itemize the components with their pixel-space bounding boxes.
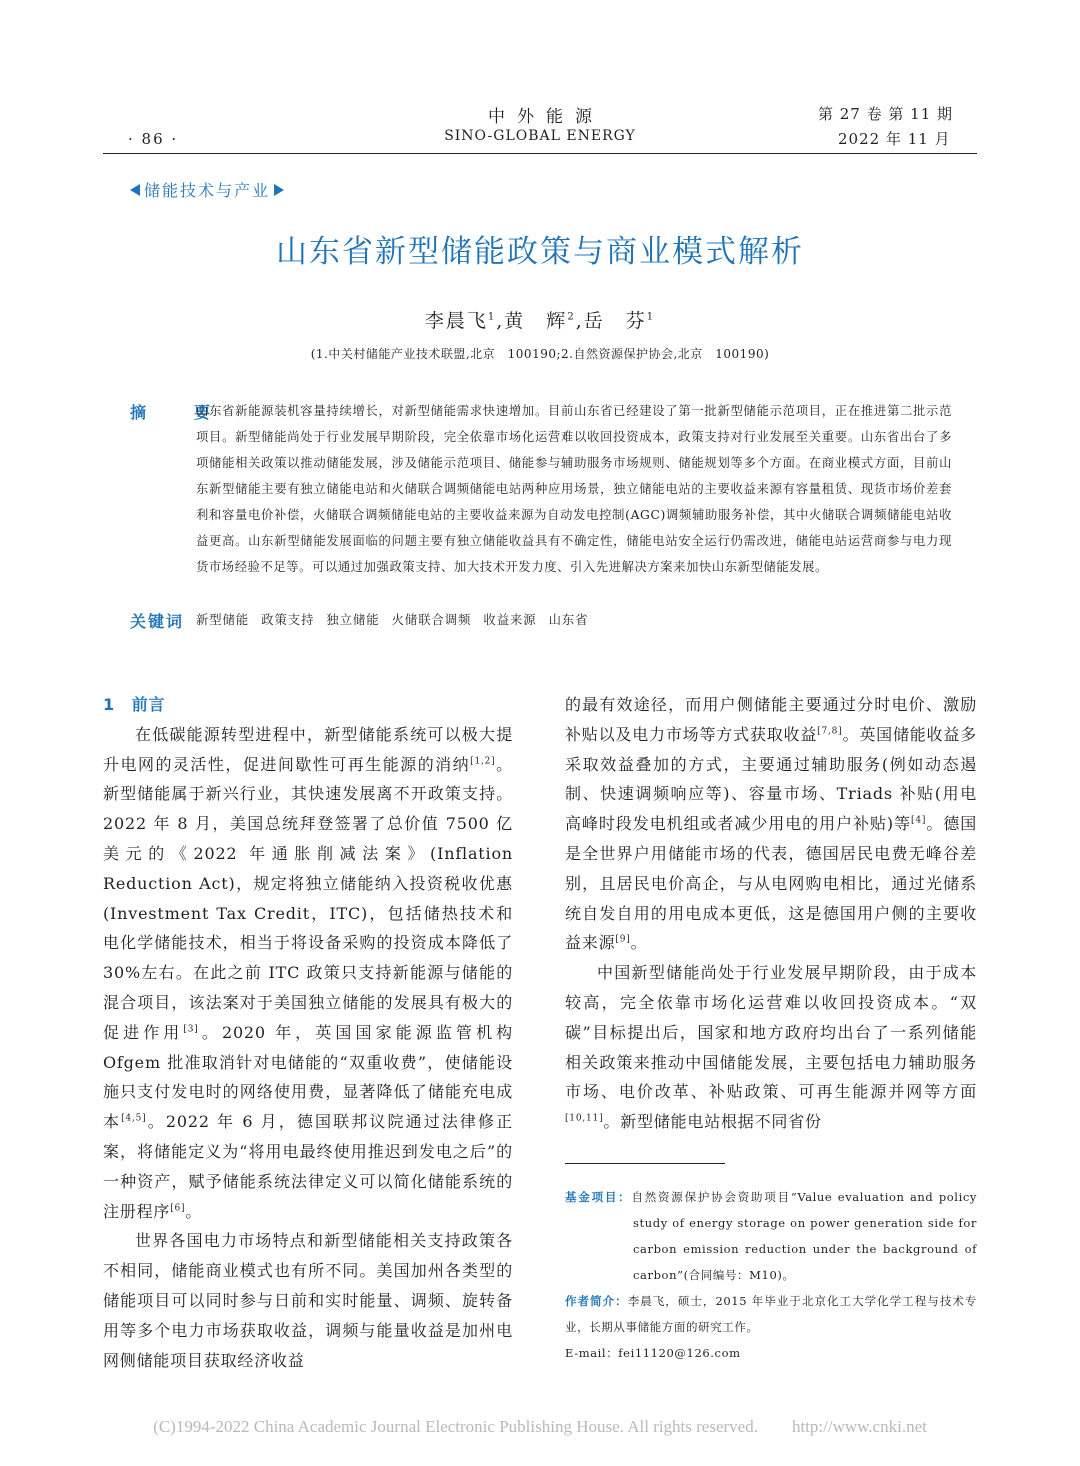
body-text: 的最有效途径，而用户侧储能主要通过分时电价、激励补贴以及电力市场等方式获取收益: [565, 695, 977, 744]
body-text: 。德国是全世界户用储能市场的代表，德国居民电费无峰谷差别，且居民电价高企，与从电网购电相比，通过光储系统自发自用的用电成本更低，这是德国用户侧的主要收益来源: [565, 814, 977, 953]
triangle-left-icon: [130, 184, 140, 196]
copyright-footer: (C)1994-2022 China Academic Journal Electronic Publishing House. All rights reserved. http://www.cnki.net: [153, 1417, 927, 1436]
body-column-left: [103, 690, 513, 1375]
fund-label: 基金项目：: [565, 1190, 632, 1204]
volume-issue: 第 27 卷 第 11 期: [818, 105, 954, 123]
body-text: 。2020 年，英国国家能源监管机构 Ofgem 批准取消针对电储能的“双重收费”，使储能设施只支付发电时的网络使用费，显著降低了储能充电成本: [103, 1022, 513, 1132]
citation: [4,5]: [121, 1113, 147, 1124]
body-text: 。: [630, 933, 648, 953]
author-list: 李晨飞$^1$,黄 辉$^2$,岳 芬$^1$: [424, 310, 656, 332]
abstract-label: 摘 要: [130, 403, 227, 422]
citation: [6]: [170, 1203, 186, 1214]
citation: [9]: [615, 935, 631, 946]
author-bio: [565, 1288, 977, 1340]
body-paragraph: 世界各国电力市场特点和新型储能相关支持政策各不相同，储能商业模式也有所不同。美国加州各类型的储能项目可以同时参与日前和实时能量、调频、旋转备用等多个电力市场获取收益，调频与能量收益是加州电网侧储能项目获取经济收益: [103, 1231, 513, 1370]
body-text: 中国新型储能尚处于行业发展早期阶段，由于成本较高，完全依靠市场化运营难以收回投资成本。“双碳”目标提出后，国家和地方政府均出台了一系列储能相关政策来推动中国储能发展，主要包括电力辅助服务市场、电价改革、补贴政策、可再生能源并网等方面: [565, 963, 977, 1102]
section-tag-label: 储能技术与产业: [144, 181, 271, 200]
citation: [4]: [911, 815, 927, 826]
author-name: 岳 芬: [583, 310, 647, 332]
issue-date: 2022 年 11 月: [838, 130, 951, 148]
keyword: 山东省: [548, 613, 589, 627]
body-paragraph: [565, 690, 977, 958]
keywords-list: [196, 610, 589, 628]
citation: [3]: [183, 1024, 199, 1035]
fund-text: 自然资源保护协会资助项目“Value evaluation and policy study of energy storage on power generation side for carbon emission reduction under the background of carbon”(合同编号：M10)。: [631, 1190, 977, 1282]
author-bio-label: 作者简介：: [565, 1294, 628, 1308]
keyword: 新型储能: [196, 613, 250, 627]
author-affil-mark: 1: [487, 311, 497, 323]
citation: [1,2]: [470, 756, 496, 767]
author-affil-mark: 2: [567, 311, 576, 323]
author-name: 黄 辉: [504, 310, 568, 332]
header-rule: [103, 153, 977, 154]
body-text: 。新型储能电站根据不同省份: [603, 1112, 822, 1132]
keywords-label: 关键词: [130, 612, 185, 631]
journal-name-en: SINO-GLOBAL ENERGY: [444, 128, 636, 144]
body-text: 。2022 年 6 月，德国联邦议院通过法律修正案，将储能定义为“将用电最终使用推迟到发电之后”的一种资产，赋予储能系统法律定义可以简化储能系统的注册程序: [103, 1112, 513, 1221]
section-tag: [130, 178, 284, 201]
author-affil-mark: 1: [646, 311, 656, 323]
author-email: E-mail：fei11120@126.com: [565, 1346, 741, 1360]
keyword: 政策支持: [261, 613, 315, 627]
body-text: 。新型储能属于新兴行业，其快速发展离不开政策支持。2022 年 8 月，美国总统拜登签署了总价值 7500 亿美元的《2022 年通胀削减法案》(Inflation Reduction Act)，规定将独立储能纳入投资税收优惠(Investment Tax Credit，ITC)，包括储热技术和电化学储能技术，相当于将设备采购的投资成本降低了 30%左右。在此之前 ITC 政策只支持新能源与储能的混合项目，该法案对于美国独立储能的发展具有极大的促进作用: [103, 754, 513, 1042]
affiliations: (1.中关村储能产业技术联盟,北京 100190;2.自然资源保护协会,北京 100190): [310, 347, 770, 361]
section-heading: 1 前言: [103, 695, 166, 714]
keyword: 独立储能: [326, 613, 380, 627]
body-text: 。: [185, 1201, 203, 1221]
citation: [7,8]: [817, 726, 843, 737]
footnote-rule: [565, 1163, 725, 1164]
footnote: [565, 1184, 977, 1366]
fund-note: [565, 1184, 977, 1288]
body-text: 在低碳能源转型进程中，新型储能系统可以极大提升电网的灵活性，促进间歇性可再生能源的消纳: [103, 724, 513, 774]
journal-name-cn: 中外能源: [488, 107, 604, 127]
body-text: 。英国储能收益多采取效益叠加的方式，主要通过辅助服务(例如动态遏制、快速调频响应等)、容量市场、Triads 补贴(用电高峰时段发电机组或者减少用电的用户补贴)等: [565, 724, 977, 834]
abstract-text: 山东省新能源装机容量持续增长，对新型储能需求快速增加。目前山东省已经建设了第一批新型储能示范项目，正在推进第二批示范项目。新型储能尚处于行业发展早期阶段，完全依靠市场化运营难以收回投资成本，政策支持对行业发展至关重要。山东省出台了多项储能相关政策以推动储能发展，涉及储能示范项目、储能参与辅助服务市场规则、储能规划等多个方面。在商业模式方面，目前山东新型储能主要有独立储能电站和火储联合调频储能电站两种应用场景，独立储能电站的主要收益来源有容量租赁、现货市场价差套利和容量电价补偿，火储联合调频储能电站的主要收益来源为自动发电控制(AGC)调频辅助服务补偿，其中火储联合调频储能电站收益更高。山东新型储能发展面临的问题主要有独立储能收益具有不确定性，储能电站安全运行仍需改进，储能电站运营商参与电力现货市场经验不足等。可以通过加强政策支持、加大技术开发力度、引入先进解决方案来加快山东新型储能发展。: [196, 404, 952, 574]
page-number: · 86 ·: [128, 130, 179, 148]
body-column-right: [565, 690, 977, 1137]
body-paragraph: [565, 958, 977, 1137]
keyword: 火储联合调频: [391, 613, 472, 627]
keyword: 收益来源: [483, 613, 537, 627]
triangle-right-icon: [274, 184, 284, 196]
author-name: 李晨飞: [424, 310, 488, 332]
body-paragraph: [103, 720, 513, 1227]
citation: [10,11]: [565, 1113, 604, 1124]
article-title: 山东省新型储能政策与商业模式解析: [276, 234, 804, 270]
author-bio-text: 李晨飞，硕士，2015 年毕业于北京化工大学化学工程与技术专业，长期从事储能方面的研究工作。: [565, 1294, 978, 1334]
